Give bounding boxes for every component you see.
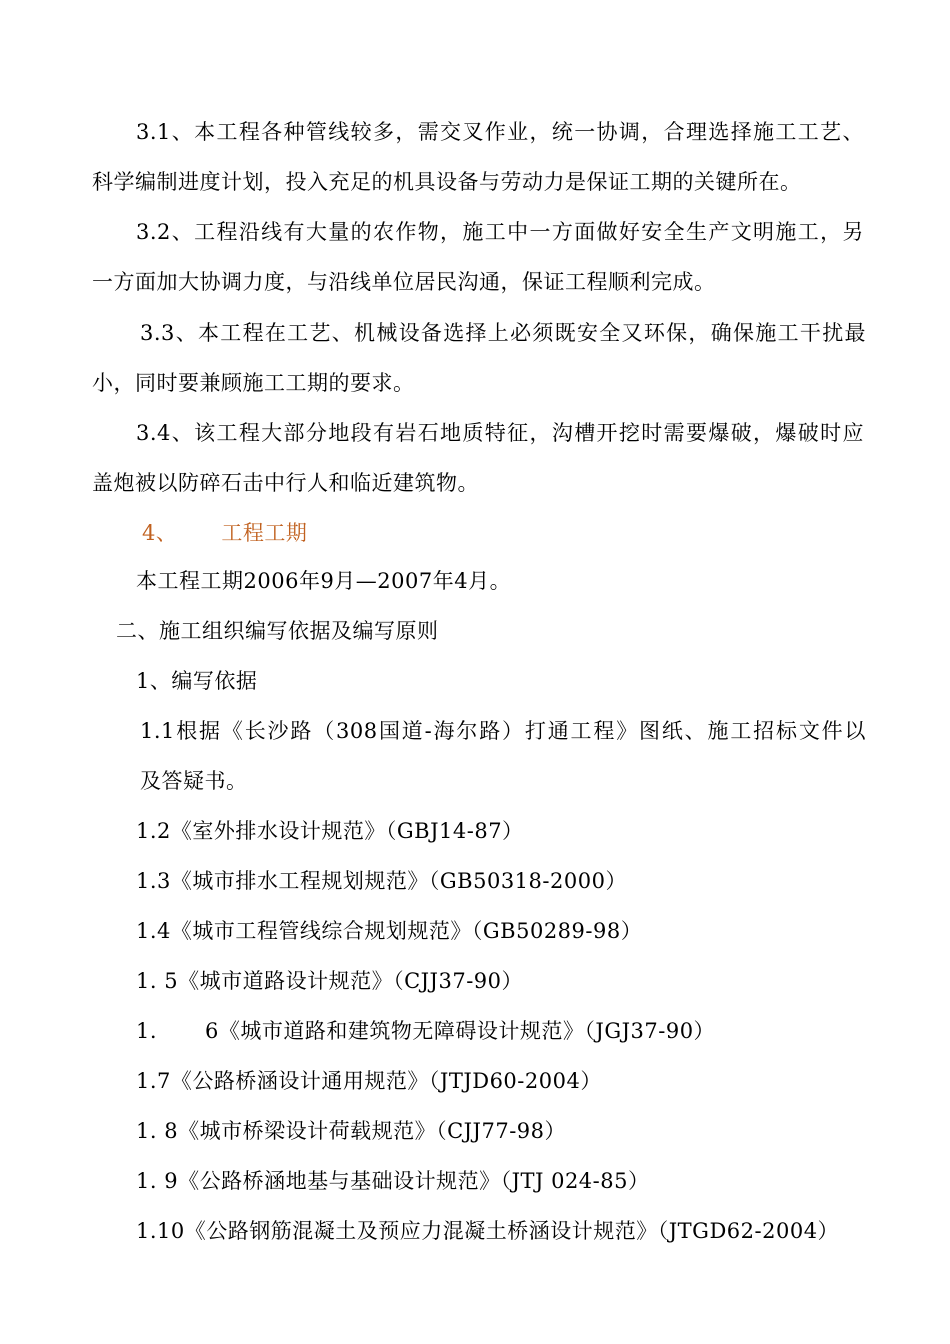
item-1-6-rest: 6《城市道路和建筑物无障碍设计规范》（JGJ37-90） xyxy=(205,1019,716,1043)
section-4-heading xyxy=(142,518,307,548)
paragraph-3-3-line-1: 3.3、本工程在工艺、机械设备选择上必须既安全又环保，确保施工干扰最 xyxy=(140,321,866,345)
section-4-number: 4、 xyxy=(142,521,178,545)
section-4-title: 工程工期 xyxy=(221,521,308,545)
item-1-1-line-1: 1.1根据《长沙路（308国道-海尔路）打通工程》图纸、施工招标文件以 xyxy=(140,719,866,743)
item-1-9: 1. 9《公路桥涵地基与基础设计规范》（JTJ 024-85） xyxy=(136,1169,650,1193)
item-1-6 xyxy=(136,1016,715,1046)
section-2-heading: 二、施工组织编写依据及编写原则 xyxy=(116,619,439,643)
section-4-body: 本工程工期2006年9月—2007年4月。 xyxy=(136,569,512,593)
paragraph-3-4-line-2: 盖炮被以防碎石击中行人和临近建筑物。 xyxy=(92,471,479,495)
paragraph-3-3-line-2: 小，同时要兼顾施工工期的要求。 xyxy=(92,371,415,395)
item-1-2: 1.2《室外排水设计规范》（GBJ14-87） xyxy=(136,819,524,843)
item-1-8: 1. 8《城市桥梁设计荷载规范》（CJJ77-98） xyxy=(136,1119,567,1143)
paragraph-3-4-line-1: 3.4、该工程大部分地段有岩石地质特征，沟槽开挖时需要爆破，爆破时应 xyxy=(136,421,864,445)
item-1-3: 1.3《城市排水工程规划规范》（GB50318-2000） xyxy=(136,869,627,893)
paragraph-3-1-line-1: 3.1、本工程各种管线较多，需交叉作业，统一协调，合理选择施工工艺、 xyxy=(136,120,864,144)
item-1-6-prefix: 1. xyxy=(136,1019,158,1043)
subsection-1-heading: 1、编写依据 xyxy=(136,669,258,693)
item-1-7: 1.7《公路桥涵设计通用规范》（JTJD60-2004） xyxy=(136,1069,602,1093)
item-1-4: 1.4《城市工程管线综合规划规范》（GB50289-98） xyxy=(136,919,643,943)
item-1-5: 1. 5《城市道路设计规范》（CJJ37-90） xyxy=(136,969,524,993)
item-1-10: 1.10《公路钢筋混凝土及预应力混凝土桥涵设计规范》（JTGD62-2004） xyxy=(136,1219,840,1243)
paragraph-3-2-line-1: 3.2、工程沿线有大量的农作物，施工中一方面做好安全生产文明施工，另 xyxy=(136,220,864,244)
paragraph-3-1-line-2: 科学编制进度计划，投入充足的机具设备与劳动力是保证工期的关键所在。 xyxy=(92,170,802,194)
item-1-1-line-2: 及答疑书。 xyxy=(140,769,248,793)
paragraph-3-2-line-2: 一方面加大协调力度，与沿线单位居民沟通，保证工程顺利完成。 xyxy=(92,270,716,294)
